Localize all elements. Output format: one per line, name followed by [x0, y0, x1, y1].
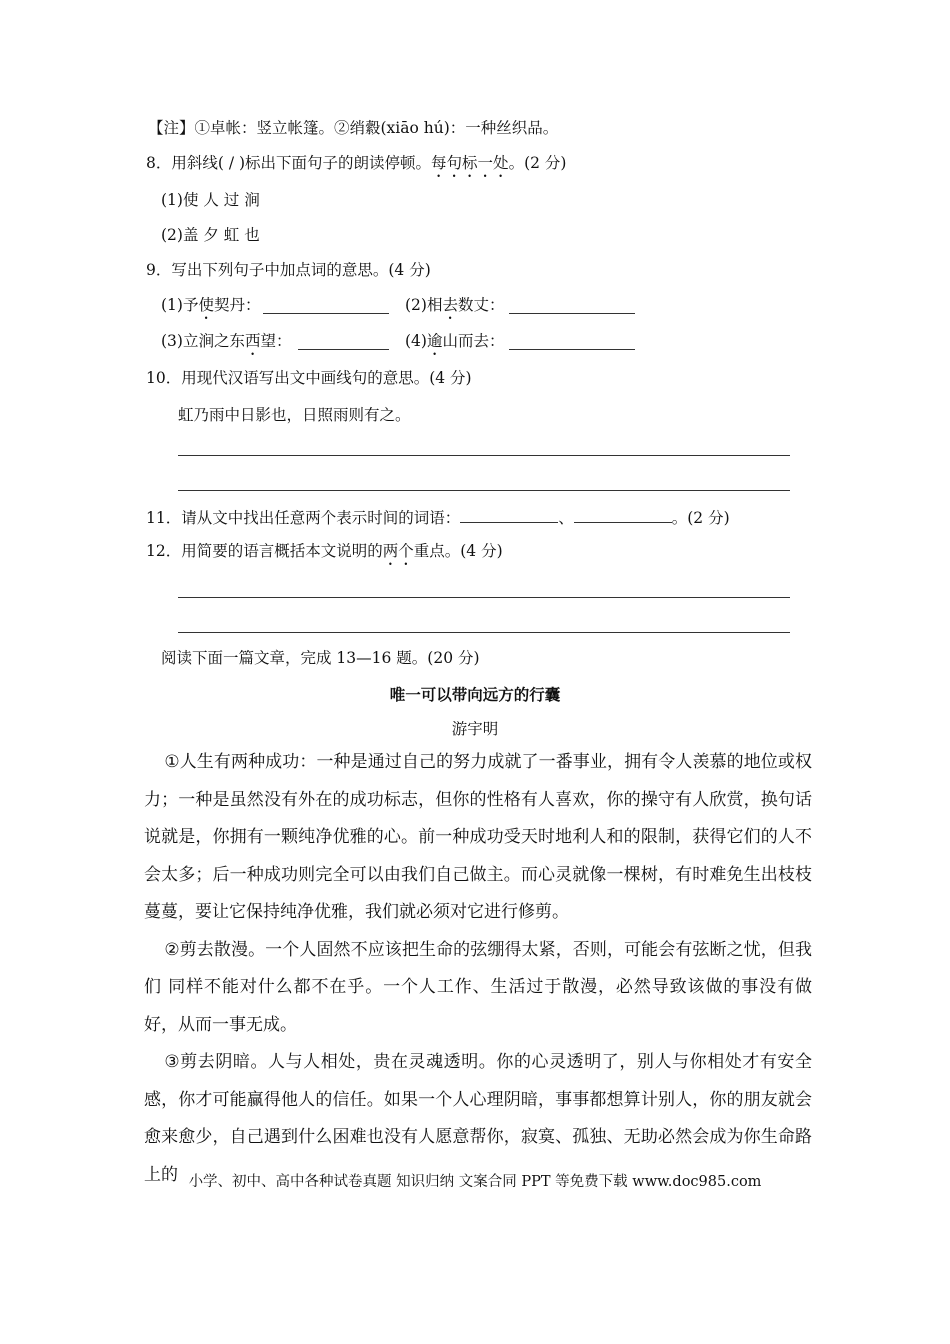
q9-item-2-post: 数丈： — [457, 296, 505, 314]
q9-item-2 — [405, 294, 505, 323]
article-paragraph-3: ③剪去阴暗。人与人相处，贵在灵魂透明。你的心灵透明了，别人与你相处才有安全感，你才可能赢得他人的信任。如果一个人心理阴暗，事事都想算计别人，你的朋友就会愈来愈少，自己遇到什么困难也没有人愿意帮你，寂寞、孤独、无助必然会成为你生命路上的 — [144, 1052, 812, 1185]
q12-answer-line-2[interactable] — [178, 632, 790, 633]
question-10-stem: 10．用现代汉语写出文中画线句的意思。(4 分) — [146, 369, 472, 387]
q12-stem-end: 重点。(4 分) — [413, 542, 503, 560]
q9-answer-blank-2[interactable] — [509, 297, 635, 314]
article-title: 唯一可以带向远方的行囊 — [389, 686, 561, 704]
q12-answer-line-1[interactable] — [178, 597, 790, 598]
article-paragraph-2: ②剪去散漫。一个人固然不应该把生命的弦绷得太紧，否则，可能会有弦断之忧，但我们 同样不能对什么都不在乎。一个人工作、生活过于散漫，必然导致该做的事没有做好，从而一事无成。 — [144, 939, 812, 1035]
q9-item-2-pre: (2)相 — [405, 296, 443, 314]
q11-separator: 、 — [558, 509, 574, 527]
q11-answer-blank-2[interactable] — [574, 506, 672, 523]
q12-stem-text: 12．用简要的语言概括本文说明的 — [146, 542, 383, 560]
q9-item-4-dotted: 逾 — [426, 332, 443, 350]
question-11-stem — [146, 506, 730, 529]
reading-instructions: 阅读下面一篇文章，完成 13—16 题。(20 分) — [161, 649, 480, 667]
q11-score: 。(2 分) — [671, 509, 730, 527]
q9-answer-blank-1[interactable] — [263, 297, 389, 314]
question-12-stem — [146, 540, 503, 569]
q9-item-4-post: 山而去： — [442, 332, 505, 350]
page-footer: 小学、初中、高中各种试卷真题 知识归纳 文案合同 PPT 等免费下载 www.doc985.com — [188, 1174, 762, 1190]
annotation-note: 【注】①卓帐：竖立帐篷。②绡縠(xiāo hú)：一种丝织品。 — [148, 119, 559, 137]
q10-answer-line-2[interactable] — [178, 490, 790, 491]
q9-item-1 — [161, 294, 261, 323]
q10-answer-line-1[interactable] — [178, 455, 790, 456]
q9-item-3-dotted: 西 — [244, 332, 261, 350]
q8-score: 。(2 分) — [508, 154, 567, 172]
q12-dotted-text: 两个 — [382, 542, 414, 560]
q9-item-4-pre: (4) — [405, 332, 427, 350]
q9-item-4 — [405, 330, 505, 359]
q9-item-1-pre: (1)予 — [161, 296, 199, 314]
q9-item-2-dotted: 去 — [442, 296, 458, 314]
article-author: 游宇明 — [451, 720, 499, 738]
q9-item-1-post: 契丹： — [213, 296, 261, 314]
q8-dotted-text: 每句标一处 — [431, 154, 509, 172]
q9-item-3-pre: (3)立涧之东 — [161, 332, 245, 350]
question-8-stem — [146, 152, 566, 181]
q9-answer-blank-4[interactable] — [509, 333, 635, 350]
article-paragraph-1: ①人生有两种成功：一种是通过自己的努力成就了一番事业，拥有令人羡慕的地位或权力；一种是虽然没有外在的成功标志，但你的性格有人喜欢，你的操守有人欣赏，换句话说就是，你拥有一颗纯净优雅的心。前一种成功受天时地利人和的限制，获得它们的人不会太多；后一种成功则完全可以由我们自己做主。而心灵就像一棵树，有时难免生出枝枝蔓蔓，要让它保持纯净优雅，我们就必须对它进行修剪。 — [144, 752, 812, 922]
q8-stem-text: 8．用斜线( / )标出下面句子的朗读停顿。 — [146, 154, 432, 172]
q9-item-3-post: 望： — [260, 332, 292, 350]
q8-sentence-1: (1)使 人 过 涧 — [161, 191, 260, 209]
q11-answer-blank-1[interactable] — [460, 506, 558, 523]
article-body — [144, 744, 812, 1194]
q9-item-3 — [161, 330, 292, 359]
q11-stem-text: 11．请从文中找出任意两个表示时间的词语： — [146, 509, 461, 527]
question-9-stem: 9．写出下列句子中加点词的意思。(4 分) — [146, 261, 431, 279]
q9-answer-blank-3[interactable] — [298, 333, 389, 350]
q9-item-1-dotted: 使 — [198, 296, 214, 314]
q10-sentence: 虹乃雨中日影也，日照雨则有之。 — [178, 406, 411, 424]
q8-sentence-2: (2)盖 夕 虹 也 — [161, 226, 260, 244]
